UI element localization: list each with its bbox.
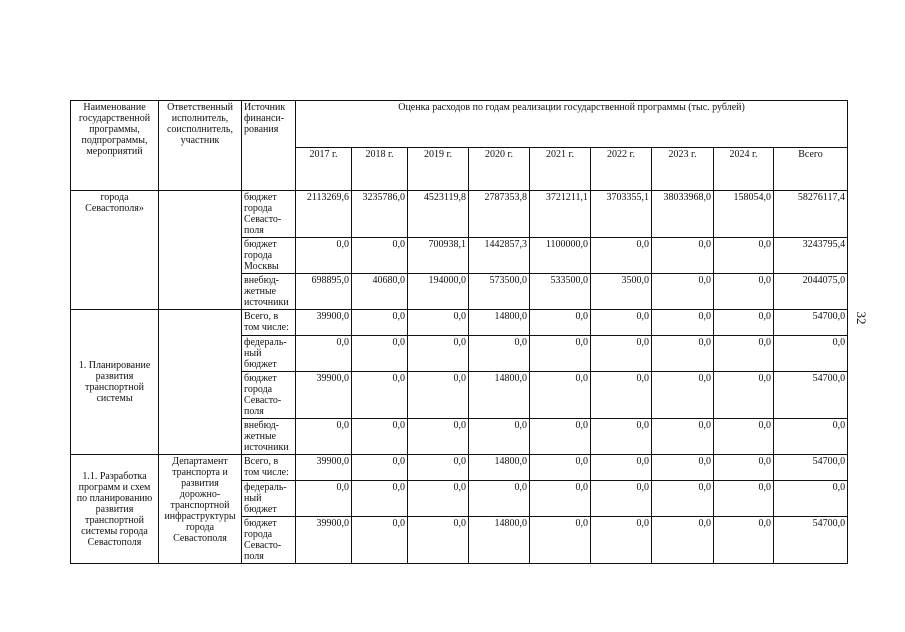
row-value-cell: 0,0 <box>408 310 469 336</box>
row-value-cell: 3500,0 <box>591 274 652 310</box>
row-source-cell: Всего, в том числе: <box>242 455 296 481</box>
row-value-cell: 533500,0 <box>530 274 591 310</box>
header-year: 2024 г. <box>714 148 774 191</box>
row-value-cell: 14800,0 <box>469 310 530 336</box>
row-value-cell: 14800,0 <box>469 455 530 481</box>
row-value-cell: 0,0 <box>408 419 469 455</box>
row-value-cell: 39900,0 <box>296 517 352 564</box>
row-value-cell: 700938,1 <box>408 238 469 274</box>
table-body <box>71 191 848 564</box>
table-row <box>71 455 848 481</box>
row-value-cell: 0,0 <box>714 372 774 419</box>
row-value-cell: 40680,0 <box>352 274 408 310</box>
row-source-cell: федераль-ный бюджет <box>242 481 296 517</box>
row-source-cell: внебюд-жетные источники <box>242 274 296 310</box>
row-source-cell: Всего, в том числе: <box>242 310 296 336</box>
row-value-cell: 0,0 <box>714 238 774 274</box>
table-row <box>71 191 848 238</box>
row-total-cell: 54700,0 <box>774 517 848 564</box>
row-value-cell: 0,0 <box>530 372 591 419</box>
row-value-cell: 0,0 <box>652 372 714 419</box>
row-value-cell: 0,0 <box>714 419 774 455</box>
row-value-cell: 0,0 <box>714 455 774 481</box>
row-value-cell: 0,0 <box>408 336 469 372</box>
row-value-cell: 0,0 <box>530 455 591 481</box>
row-value-cell: 0,0 <box>652 274 714 310</box>
row-value-cell: 0,0 <box>652 455 714 481</box>
row-value-cell: 38033968,0 <box>652 191 714 238</box>
row-source-cell: федераль-ный бюджет <box>242 336 296 372</box>
row-value-cell: 0,0 <box>408 517 469 564</box>
row-value-cell: 0,0 <box>352 336 408 372</box>
row-value-cell: 0,0 <box>652 419 714 455</box>
row-value-cell: 0,0 <box>408 481 469 517</box>
row-value-cell: 3235786,0 <box>352 191 408 238</box>
row-value-cell: 39900,0 <box>296 310 352 336</box>
row-value-cell: 0,0 <box>352 517 408 564</box>
header-source-column: Источник финанси-рования <box>242 101 296 191</box>
row-value-cell: 0,0 <box>352 419 408 455</box>
row-value-cell: 0,0 <box>591 481 652 517</box>
row-value-cell: 0,0 <box>591 336 652 372</box>
row-value-cell: 0,0 <box>408 372 469 419</box>
row-value-cell: 698895,0 <box>296 274 352 310</box>
row-value-cell: 14800,0 <box>469 372 530 419</box>
header-estimate-title: Оценка расходов по годам реализации государственной программы (тыс. рублей) <box>296 101 848 148</box>
budget-table <box>70 100 848 564</box>
row-value-cell: 0,0 <box>714 517 774 564</box>
header-name-column: Наименование государственной программы, подпрограммы, мероприятий <box>71 101 159 191</box>
row-value-cell: 0,0 <box>591 419 652 455</box>
row-value-cell: 3703355,1 <box>591 191 652 238</box>
row-value-cell: 4523119,8 <box>408 191 469 238</box>
row-value-cell: 39900,0 <box>296 372 352 419</box>
row-value-cell: 0,0 <box>296 238 352 274</box>
row-value-cell: 0,0 <box>296 419 352 455</box>
row-name-cell: города Севастополя» <box>71 191 159 310</box>
row-value-cell: 0,0 <box>652 517 714 564</box>
row-total-cell: 3243795,4 <box>774 238 848 274</box>
row-value-cell: 0,0 <box>714 310 774 336</box>
row-source-cell: бюджет города Севасто-поля <box>242 517 296 564</box>
row-total-cell: 54700,0 <box>774 372 848 419</box>
header-responsible-column: Ответственный исполнитель, соисполнитель, участник <box>159 101 242 191</box>
row-name-cell: 1. Планирование развития транспортной системы <box>71 310 159 455</box>
row-value-cell: 0,0 <box>469 481 530 517</box>
row-responsible-cell <box>159 191 242 310</box>
header-year: 2019 г. <box>408 148 469 191</box>
row-value-cell: 0,0 <box>352 455 408 481</box>
row-value-cell: 0,0 <box>296 336 352 372</box>
row-value-cell: 0,0 <box>714 274 774 310</box>
row-value-cell: 0,0 <box>652 310 714 336</box>
row-value-cell: 0,0 <box>714 336 774 372</box>
row-value-cell: 0,0 <box>714 481 774 517</box>
row-value-cell: 2787353,8 <box>469 191 530 238</box>
row-value-cell: 0,0 <box>591 238 652 274</box>
row-total-cell: 54700,0 <box>774 455 848 481</box>
row-value-cell: 1442857,3 <box>469 238 530 274</box>
row-value-cell: 573500,0 <box>469 274 530 310</box>
row-value-cell: 0,0 <box>652 238 714 274</box>
row-value-cell: 0,0 <box>591 517 652 564</box>
row-total-cell: 54700,0 <box>774 310 848 336</box>
page-number: 32 <box>854 311 869 325</box>
row-value-cell: 158054,0 <box>714 191 774 238</box>
row-value-cell: 0,0 <box>408 455 469 481</box>
row-value-cell: 0,0 <box>530 419 591 455</box>
row-value-cell: 0,0 <box>530 517 591 564</box>
row-value-cell: 0,0 <box>352 372 408 419</box>
row-value-cell: 194000,0 <box>408 274 469 310</box>
row-source-cell: внебюд-жетные источники <box>242 419 296 455</box>
header-year: 2023 г. <box>652 148 714 191</box>
row-total-cell: 0,0 <box>774 481 848 517</box>
row-source-cell: бюджет города Москвы <box>242 238 296 274</box>
row-value-cell: 0,0 <box>530 310 591 336</box>
row-value-cell: 39900,0 <box>296 455 352 481</box>
row-value-cell: 0,0 <box>591 455 652 481</box>
row-value-cell: 0,0 <box>352 481 408 517</box>
header-year: 2020 г. <box>469 148 530 191</box>
row-value-cell: 0,0 <box>469 336 530 372</box>
row-value-cell: 0,0 <box>652 481 714 517</box>
row-value-cell: 0,0 <box>591 310 652 336</box>
row-value-cell: 1100000,0 <box>530 238 591 274</box>
row-total-cell: 58276117,4 <box>774 191 848 238</box>
row-value-cell: 0,0 <box>352 310 408 336</box>
header-year: 2021 г. <box>530 148 591 191</box>
row-total-cell: 0,0 <box>774 336 848 372</box>
row-source-cell: бюджет города Севасто-поля <box>242 191 296 238</box>
row-name-cell: 1.1. Разработка программ и схем по планированию развития транспортной системы города Севастополя <box>71 455 159 564</box>
row-value-cell: 0,0 <box>530 481 591 517</box>
table-row <box>71 310 848 336</box>
header-year: 2017 г. <box>296 148 352 191</box>
header-total: Всего <box>774 148 848 191</box>
row-source-cell: бюджет города Севасто-поля <box>242 372 296 419</box>
row-total-cell: 0,0 <box>774 419 848 455</box>
header-year: 2018 г. <box>352 148 408 191</box>
row-responsible-cell: Департамент транспорта и развития дорожно-транспортной инфраструктуры города Севастополя <box>159 455 242 564</box>
row-value-cell: 0,0 <box>530 336 591 372</box>
row-value-cell: 3721211,1 <box>530 191 591 238</box>
row-value-cell: 0,0 <box>591 372 652 419</box>
row-total-cell: 2044075,0 <box>774 274 848 310</box>
row-value-cell: 0,0 <box>469 419 530 455</box>
row-value-cell: 0,0 <box>652 336 714 372</box>
row-value-cell: 0,0 <box>352 238 408 274</box>
header-year: 2022 г. <box>591 148 652 191</box>
row-value-cell: 0,0 <box>296 481 352 517</box>
row-value-cell: 2113269,6 <box>296 191 352 238</box>
row-value-cell: 14800,0 <box>469 517 530 564</box>
row-responsible-cell <box>159 310 242 455</box>
